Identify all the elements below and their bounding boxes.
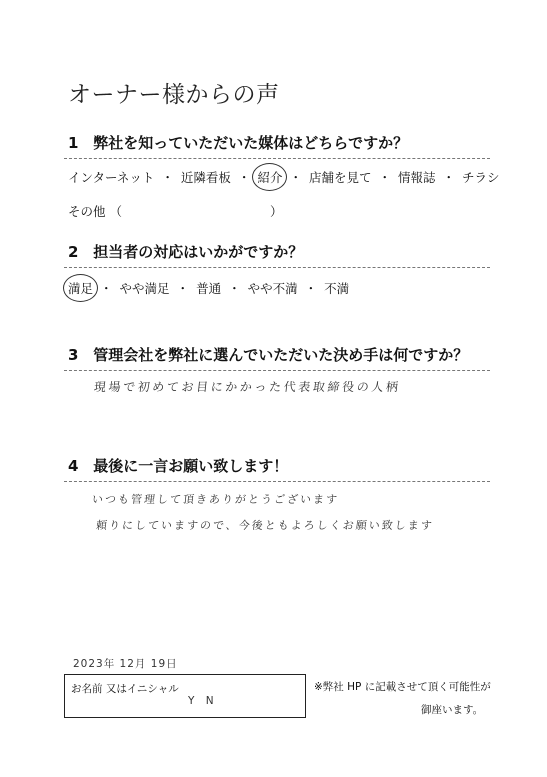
name-label: お名前 又はイニシャル <box>71 683 179 695</box>
question-1-number: 1 <box>68 134 79 152</box>
q4-handwritten-answer-line-1: いつも管理して頂きありがとうございます <box>91 493 340 506</box>
question-3-divider <box>64 370 490 371</box>
q1-other-label: その他 <box>68 204 106 219</box>
question-3-number: 3 <box>68 346 79 364</box>
q4-handwritten-answer-line-2: 頼りにしていますので、今後ともよろしくお願い致します <box>95 519 435 532</box>
name-box[interactable] <box>64 674 306 718</box>
question-4 <box>68 455 288 476</box>
q2-separator: ・ <box>304 281 318 296</box>
question-2 <box>68 241 303 262</box>
q1-other-open-paren: （ <box>109 204 123 219</box>
page-title: オーナー様からの声 <box>68 82 280 108</box>
q1-option-referral-selected[interactable]: 紹介 <box>257 170 283 185</box>
question-1-text: 弊社を知っていただいた媒体はどちらですか？ <box>93 134 409 152</box>
q1-separator: ・ <box>378 170 391 185</box>
q1-option-flyer[interactable]: チラシ <box>462 170 500 185</box>
q1-option-signboard[interactable]: 近隣看板 <box>180 170 231 185</box>
q2-separator: ・ <box>228 281 241 296</box>
publication-note-line-1: ※弊社 HP に記載させて頂く可能性が <box>314 681 491 693</box>
question-1-options <box>68 168 500 186</box>
q1-separator: ・ <box>442 170 456 185</box>
q2-option-somewhat-dissatisfied[interactable]: やや不満 <box>247 281 298 296</box>
question-3 <box>68 344 468 365</box>
question-1-divider <box>64 158 490 159</box>
q2-separator: ・ <box>100 281 113 296</box>
q2-option-dissatisfied[interactable]: 不満 <box>324 281 350 296</box>
q1-option-magazine[interactable]: 情報誌 <box>398 170 436 185</box>
question-2-divider <box>64 267 490 268</box>
question-2-number: 2 <box>68 243 79 261</box>
q1-other-close-paren: ） <box>270 204 283 219</box>
question-2-options <box>68 279 349 297</box>
q1-separator: ・ <box>289 170 302 185</box>
q1-separator: ・ <box>237 170 251 185</box>
q2-option-satisfied-selected[interactable]: 満足 <box>68 281 94 296</box>
q1-separator: ・ <box>161 170 174 185</box>
date-written: 2023年 12月 19日 <box>73 658 178 670</box>
question-3-text: 管理会社を弊社に選んでいただいた決め手は何ですか？ <box>93 346 469 364</box>
q1-option-store[interactable]: 店舗を見て <box>308 170 372 185</box>
q2-option-neutral[interactable]: 普通 <box>196 281 222 296</box>
q2-option-somewhat-satisfied[interactable]: やや満足 <box>119 281 170 296</box>
question-1 <box>68 132 408 153</box>
q1-other-row <box>68 202 283 220</box>
question-4-text: 最後に一言お願い致します！ <box>93 457 289 475</box>
q2-separator: ・ <box>176 281 190 296</box>
question-4-divider <box>64 481 490 482</box>
name-initials: Y N <box>188 695 218 707</box>
question-2-text: 担当者の対応はいかがですか？ <box>93 243 304 261</box>
q3-handwritten-answer: 現場で初めてお目にかかった代表取締役の人柄 <box>93 380 402 394</box>
publication-note-line-2: 御座います。 <box>421 704 484 716</box>
q1-option-internet[interactable]: インターネット <box>68 170 155 185</box>
question-4-number: 4 <box>68 457 79 475</box>
